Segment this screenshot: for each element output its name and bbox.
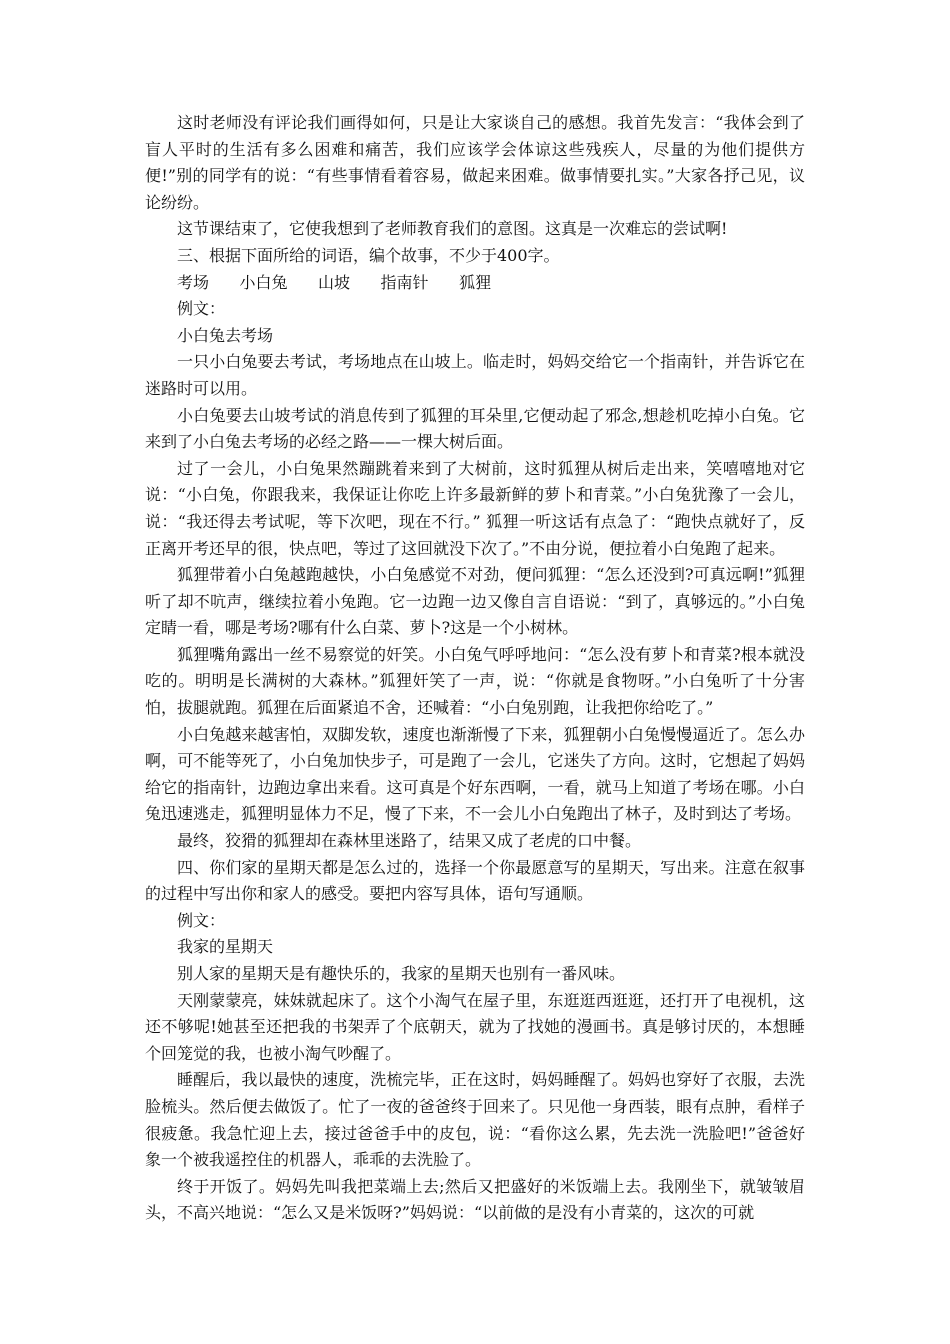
word-list: 考场 小白兔 山坡 指南针 狐狸: [177, 272, 492, 292]
paragraph: 小白兔越来越害怕，双脚发软，速度也渐渐慢了下来，狐狸朝小白兔慢慢逼近了。怎么办啊，可不能等死了，小白兔加快步子，可是跑了一会儿，它迷失了方向。这时，它想起了妈妈给它的指南针，边跑边拿出来看。这可真是个好东西啊，一看，就马上知道了考场在哪。小白兔迅速逃走，狐狸明显体力不足，慢了下来，不一会儿小白兔跑出了林子，及时到达了考场。: [145, 724, 805, 824]
paragraph: 狐狸带着小白兔越跑越快，小白兔感觉不对劲，便问狐狸：“怎么还没到?可真远啊!”狐狸听了却不吭声，继续拉着小兔跑。它一边跑一边又像自言自语说：“到了，真够远的。”小白兔定睛一看，哪是考场?哪有什么白菜、萝卜?这是一个小树林。: [145, 565, 805, 638]
document-page: [145, 110, 805, 1227]
paragraph: 过了一会儿，小白兔果然蹦跳着来到了大树前，这时狐狸从树后走出来，笑嘻嘻地对它说：“小白兔，你跟我来，我保证让你吃上许多最新鲜的萝卜和青菜。”小白兔犹豫了一会儿，说：“我还得去考试呢，等下次吧，现在不行。” 狐狸一听这话有点急了：“跑快点就好了，反正离开考还早的很，快点吧，等过了这回就没下次了。”不由分说，便拉着小白兔跑了起来。: [145, 458, 805, 558]
paragraph: 这节课结束了，它使我想到了老师教育我们的意图。这真是一次难忘的尝试啊!: [177, 219, 728, 239]
question-three-heading: 三、根据下面所给的词语，编个故事，不少于400字。: [177, 245, 560, 265]
paragraph: 最终，狡猾的狐狸却在森林里迷路了，结果又成了老虎的口中餐。: [177, 831, 642, 851]
example-label: 例文：: [177, 299, 226, 319]
essay-title: 我家的星期天: [177, 937, 274, 957]
paragraph: 狐狸嘴角露出一丝不易察觉的奸笑。小白兔气呼呼地问：“怎么没有萝卜和青菜?根本就没吃的。明明是长满树的大森林。”狐狸奸笑了一声，说：“你就是食物呀。”小白兔听了十分害怕，拔腿就跑。狐狸在后面紧追不舍，还喊着：“小白兔别跑，让我把你给吃了。”: [145, 644, 805, 718]
paragraph: 小白兔要去山坡考试的消息传到了狐狸的耳朵里,它便动起了邪念,想趁机吃掉小白兔。它来到了小白兔去考场的必经之路——一棵大树后面。: [145, 405, 805, 452]
question-four-heading: 四、你们家的星期天都是怎么过的，选择一个你最愿意写的星期天，写出来。注意在叙事的过程中写出你和家人的感受。要把内容写具体，语句写通顺。: [145, 857, 805, 904]
paragraph: 这时老师没有评论我们画得如何，只是让大家谈自己的感想。我首先发言：“我体会到了盲人平时的生活有多么困难和痛苦，我们应该学会体谅这些残疾人，尽量的为他们提供方便!”别的同学有的说：“有些事情看着容易，做起来困难。做事情要扎实。”大家各抒己见，议论纷纷。: [145, 113, 805, 212]
paragraph: 睡醒后，我以最快的速度，洗梳完毕，正在这时，妈妈睡醒了。妈妈也穿好了衣服，去洗脸梳头。然后便去做饭了。忙了一夜的爸爸终于回来了。只见他一身西装，眼有点肿，看样子很疲惫。我急忙迎上去，接过爸爸手中的皮包，说：“看你这么累，先去洗一洗脸吧!”爸爸好象一个被我遥控住的机器人，乖乖的去洗脸了。: [145, 1070, 805, 1170]
example-label: 例文：: [177, 910, 226, 930]
paragraph: 终于开饭了。妈妈先叫我把菜端上去;然后又把盛好的米饭端上去。我刚坐下，就皱皱眉头，不高兴地说：“怎么又是米饭呀?”妈妈说：“以前做的是没有小青菜的，这次的可就: [145, 1176, 805, 1223]
paragraph: 一只小白兔要去考试，考场地点在山坡上。临走时，妈妈交给它一个指南针，并告诉它在迷路时可以用。: [145, 352, 805, 398]
essay-title: 小白兔去考场: [177, 325, 274, 345]
paragraph: 天刚蒙蒙亮，妹妹就起床了。这个小淘气在屋子里，东逛逛西逛逛，还打开了电视机，这还不够呢!她甚至还把我的书架弄了个底朝天，就为了找她的漫画书。真是够讨厌的，本想睡个回笼觉的我，也被小淘气吵醒了。: [145, 990, 805, 1063]
paragraph: 别人家的星期天是有趣快乐的，我家的星期天也别有一番风味。: [177, 964, 626, 983]
